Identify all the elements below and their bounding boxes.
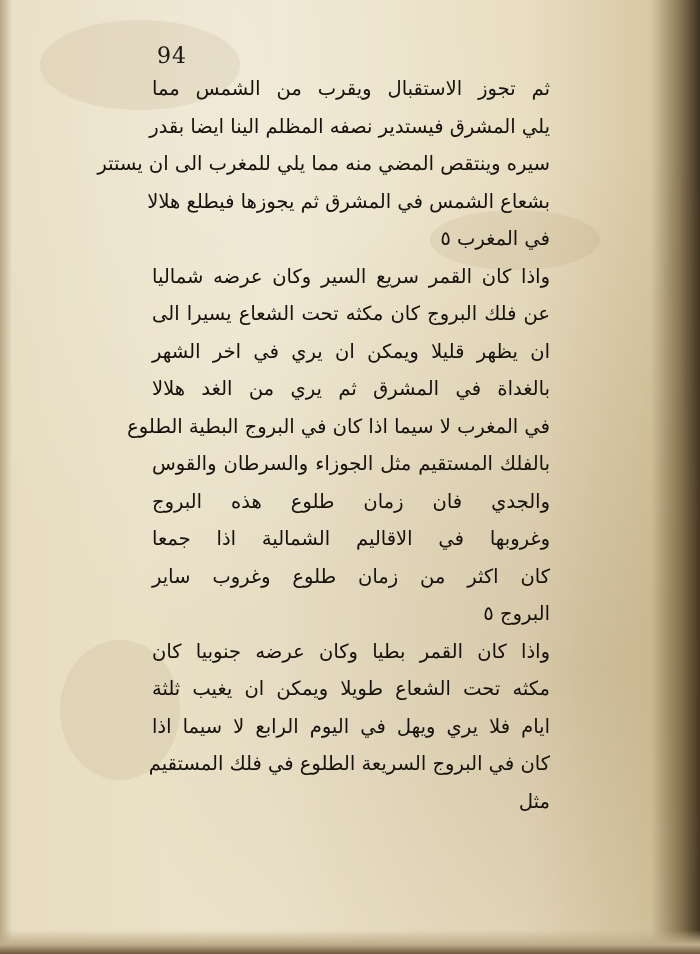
text-line: في المغرب لا سيما اذا كان في البروج البطية الطلوع bbox=[127, 414, 550, 438]
text-line: كان في البروج السريعة الطلوع في فلك المستقيم bbox=[148, 752, 550, 775]
text-line: عن فلك البروج كان مكثه تحت الشعاع يسيرا الى bbox=[152, 302, 550, 325]
text-line: بشعاع الشمس في المشرق ثم يجوزها فيطلع هلالا bbox=[147, 189, 550, 213]
text-line: ثم تجوز الاستقبال ويقرب من الشمس مما bbox=[152, 77, 550, 100]
text-line: واذا كان القمر سريع السير وكان عرضه شماليا bbox=[152, 264, 550, 288]
text-line: ايام فلا يري ويهل في اليوم الرابع لا سيما اذا bbox=[152, 714, 550, 738]
text-line: كان اكثر من زمان طلوع وغروب ساير bbox=[152, 564, 550, 588]
text-line-catchword: مثل bbox=[518, 789, 550, 813]
text-line: ان يظهر قليلا ويمكن ان يري في اخر الشهر bbox=[152, 339, 550, 363]
text-line-paragraph-end: في المغرب ٥ bbox=[440, 227, 550, 250]
text-line: واذا كان القمر بطيا وكان عرضه جنوبيا كان bbox=[152, 639, 550, 663]
text-line: بالفلك المستقيم مثل الجوزاء والسرطان والقوس bbox=[152, 452, 550, 475]
text-line: سيره وينتقص المضي منه مما يلي للمغرب الى ان يستتر bbox=[97, 152, 550, 175]
page-left-edge-shadow bbox=[0, 0, 12, 954]
page-bottom-edge-shadow bbox=[0, 930, 700, 954]
text-line-paragraph-end: البروج ٥ bbox=[483, 602, 550, 625]
arabic-text-block bbox=[97, 70, 550, 820]
text-line: مكثه تحت الشعاع طويلا ويمكن ان يغيب ثلثة bbox=[152, 677, 550, 700]
text-line: بالغداة في المشرق ثم يري من الغد هلالا bbox=[152, 377, 550, 400]
text-line: والجدي فان زمان طلوع هذه البروج bbox=[152, 489, 550, 513]
page-number: 94 bbox=[157, 44, 187, 69]
text-line: وغروبها في الاقاليم الشمالية اذا جمعا bbox=[152, 527, 550, 550]
text-line: يلي المشرق فيستدير نصفه المظلم الينا ايضا بقدر bbox=[149, 114, 550, 138]
